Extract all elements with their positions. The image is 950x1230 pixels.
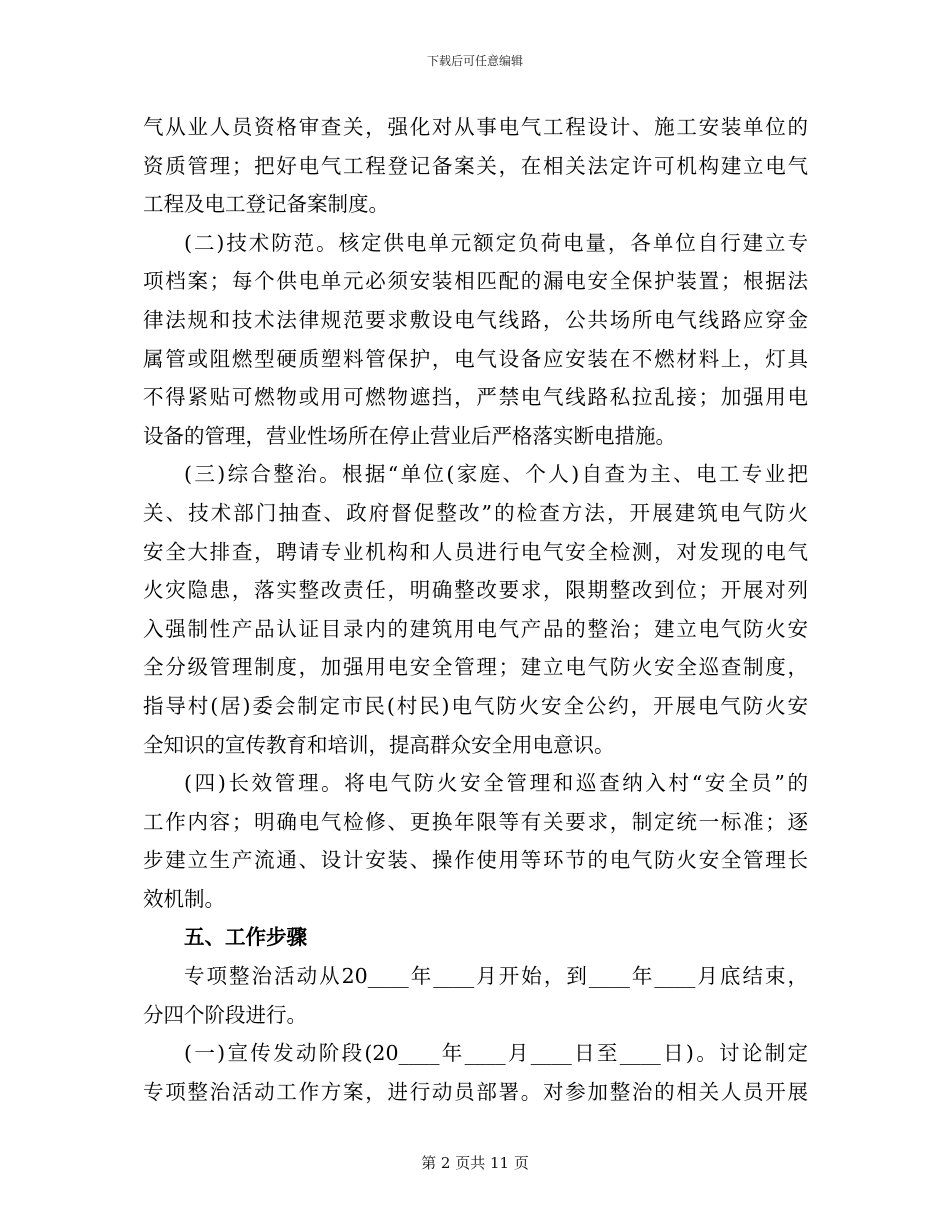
text-line: 律法规和技术法律规范要求敷设电气线路，公共场所电气线路应穿金 [143,307,808,332]
text-line: 关、技术部门抽查、政府督促整改”的检查方法，开展建筑电气防火 [143,500,808,525]
text-line: 项档案；每个供电单元必须安装相匹配的漏电安全保护装置；根据法 [143,269,808,294]
text-line: 气从业人员资格审查关，强化对从事电气工程设计、施工安装单位的 [143,115,808,139]
text-line: (一)宣传发动阶段(20____年____月____日至____日)。讨论制定 [184,1041,808,1066]
page-footer: 第 2 页共 11 页 [421,1154,529,1172]
text-line: 专项整治活动工作方案，进行动员部署。对参加整治的相关人员开展 [143,1079,808,1104]
text-line: 全分级管理制度，加强用电安全管理；建立电气防火安全巡查制度， [143,655,808,680]
text-line: (三)综合整治。根据“单位(家庭、个人)自查为主、电工专业把 [184,462,808,487]
text-line: (四)长效管理。将电气防火安全管理和巡查纳入村“安全员”的 [184,771,808,796]
page-header: 下载后可任意编辑 [426,54,523,68]
text-line: 资质管理；把好电气工程登记备案关，在相关法定许可机构建立电气 [143,153,808,178]
text-line: 专项整治活动从20____年____月开始，到____年____月底结束， [184,964,808,989]
text-line: 分四个阶段进行。 [143,1002,307,1027]
text-line: 指导村(居)委会制定市民(村民)电气防火安全公约，开展电气防火安 [143,693,808,718]
text-line: 入强制性产品认证目录内的建筑用电气产品的整治；建立电气防火安 [143,616,808,641]
text-line: 属管或阻燃型硬质塑料管保护，电气设备应安装在不燃材料上，灯具 [143,346,808,371]
text-line: (二)技术防范。核定供电单元额定负荷电量，各单位自行建立专 [184,230,808,255]
text-line: 全知识的宣传教育和培训，提高群众安全用电意识。 [143,732,615,757]
text-line: 工作内容；明确电气检修、更换年限等有关要求，制定统一标准；逐 [143,809,808,834]
text-line: 步建立生产流通、设计安装、操作使用等环节的电气防火安全管理长 [143,848,808,873]
text-line: 设备的管理，营业性场所在停止营业后严格落实断电措施。 [143,423,676,448]
text-line: 不得紧贴可燃物或用可燃物遮挡，严禁电气线路私拉乱接；加强用电 [143,385,808,410]
text-line: 效机制。 [143,886,225,911]
section-heading: 五、工作步骤 [184,925,307,950]
text-line: 工程及电工登记备案制度。 [143,192,389,217]
text-line: 安全大排查，聘请专业机构和人员进行电气安全检测，对发现的电气 [143,539,808,564]
text-line: 火灾隐患，落实整改责任，明确整改要求，限期整改到位；开展对列 [143,578,808,603]
document-body [143,108,808,1111]
